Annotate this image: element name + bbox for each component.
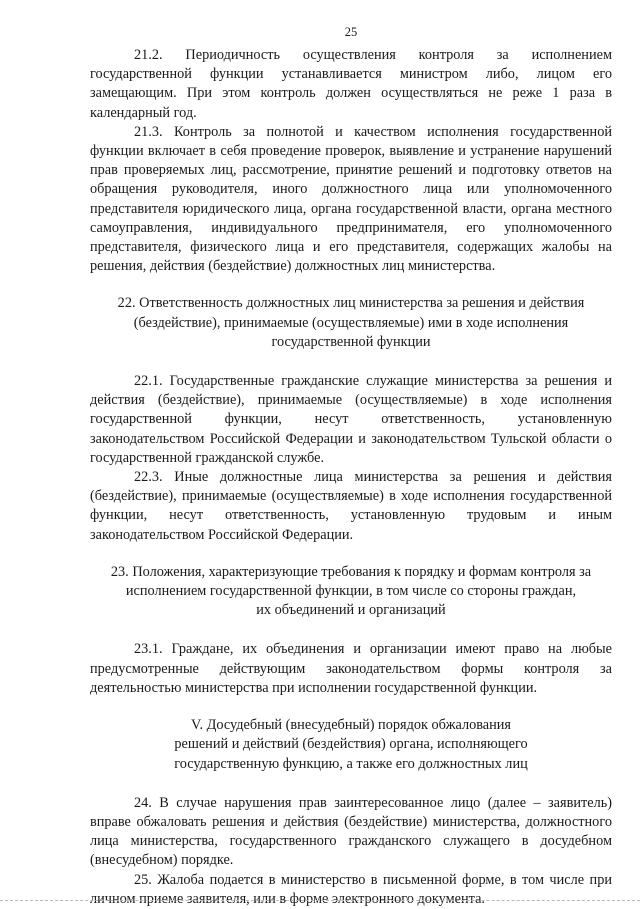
section-heading-v (90, 716, 612, 774)
scan-edge-line (0, 900, 640, 901)
heading-line: государственную функцию, а также его должностных лиц (174, 755, 528, 772)
paragraph-25: 25. Жалоба подается в министерство в письменной форме, в том числе при личном приеме заявителя, или в форме электронного документа. (90, 871, 612, 907)
heading-line: 23. Положения, характеризующие требования к порядку и формам контроля за (110, 563, 592, 580)
paragraph-21-3: 21.3. Контроль за полнотой и качеством исполнения государственной функции включает в себя проведение проверок, выявление и устранение нарушений прав проверяемых лиц, рассмотрение, принятие решений и подготовку ответов на обращения руководителя, иного должностного лица или уполномоченного представителя юридического лица, органа государственной власти, органа местного самоуправления, индивидуального предпринимателя, его уполномоченного представителя, физического лица и его представителя, содержащих жалобы на решения, действия (бездействие) должностных лиц министерства. (90, 123, 612, 275)
paragraph-22-1: 22.1. Государственные гражданские служащие министерства за решения и действия (бездействие), принимаемые (осуществляемые) в ходе исполнения государственной функции, несут ответственность, установленную законодательством Российской Федерации и законодательством Тульской области о государственной гражданской службе. (90, 373, 612, 466)
page-number: 25 (344, 25, 358, 39)
heading-line: исполнением государственной функции, в том числе со стороны граждан, (125, 583, 577, 600)
heading-line: их объединений и организаций (256, 602, 446, 619)
paragraph-22-3: 22.3. Иные должностные лица министерства за решения и действия (бездействие), принимаемые (осуществляемые) в ходе исполнения государственной функции, несут ответственность, установленную трудовым и иным законодательством Российской Федерации. (90, 469, 612, 543)
paragraph-23-1: 23.1. Граждане, их объединения и организации имеют право на любые предусмотренные действующим законодательством формы контроля за деятельностью министерства при исполнении государственной функции. (90, 641, 612, 696)
heading-line: (бездействие), принимаемые (осуществляемые) ими в ходе исполнения (133, 314, 569, 331)
heading-line: 22. Ответственность должностных лиц министерства за решения и действия (117, 295, 585, 312)
heading-line: государственной функции (271, 333, 431, 350)
paragraph-21-2: 21.2. Периодичность осуществления контроля за исполнением государственной функции устанавливается министром либо, лицом его замещающим. При этом контроль должен осуществляться не реже 1 раза в календарный год. (90, 47, 612, 121)
section-heading-23 (90, 563, 612, 621)
paragraph-24: 24. В случае нарушения прав заинтересованное лицо (далее – заявитель) вправе обжаловать решения и действия (бездействие) министерства, должностного лица министерства, государственного гражданского служащего в досудебном (внесудебном) порядке. (90, 794, 612, 869)
heading-line: V. Досудебный (внесудебный) порядок обжалования (190, 717, 512, 734)
document-page (90, 24, 612, 909)
heading-line: решений и действий (бездействия) органа, исполняющего (174, 736, 528, 753)
section-heading-22 (90, 294, 612, 352)
